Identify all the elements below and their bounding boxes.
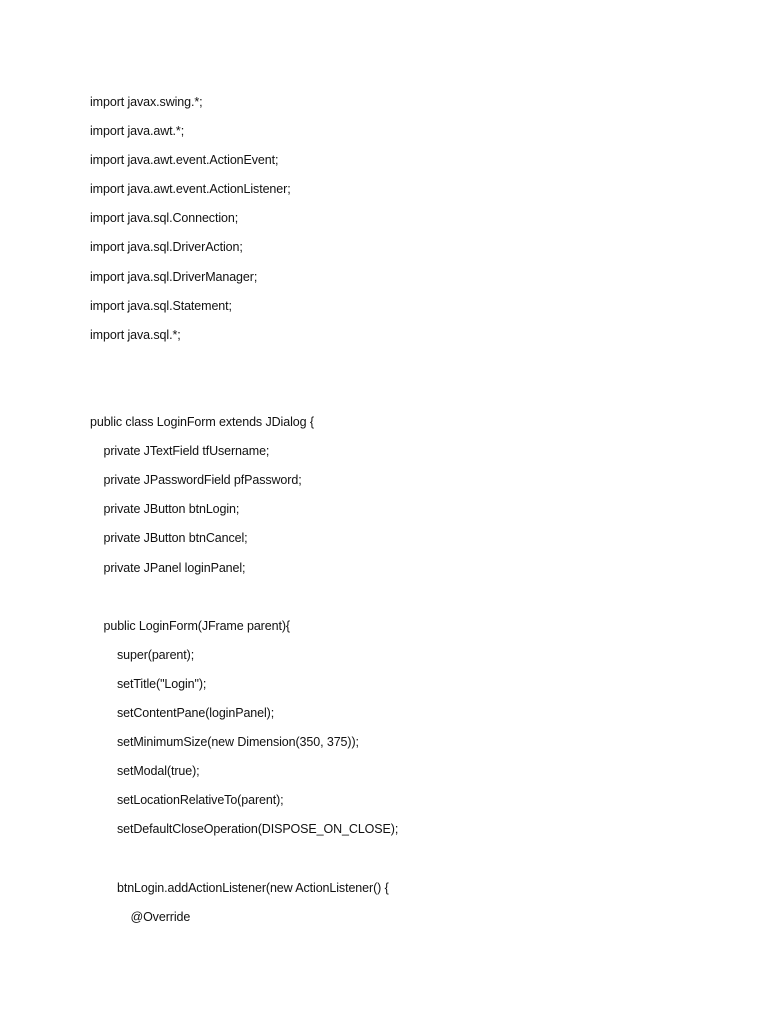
code-line: import java.awt.event.ActionListener; [90, 182, 291, 197]
code-line: public LoginForm(JFrame parent){ [90, 618, 290, 633]
blank-line [90, 354, 398, 383]
code-line: setContentPane(loginPanel); [90, 705, 275, 720]
code-line: import java.sql.Connection; [90, 211, 239, 226]
code-line: import java.sql.Statement; [90, 298, 232, 313]
blank-line [90, 383, 398, 412]
code-line: private JButton btnLogin; [90, 502, 240, 517]
code-line: private JPasswordField pfPassword; [90, 473, 302, 488]
code-line: import javax.swing.*; [90, 95, 203, 109]
code-line: import java.sql.*; [90, 327, 181, 342]
code-line: btnLogin.addActionListener(new ActionListener() { [90, 880, 389, 895]
code-listing [90, 92, 398, 936]
code-line: private JButton btnCancel; [90, 531, 248, 546]
code-line: @Override [90, 909, 191, 924]
code-line: import java.sql.DriverAction; [90, 240, 243, 255]
code-line: private JTextField tfUsername; [90, 444, 270, 459]
blank-line [90, 848, 398, 877]
code-line: setTitle("Login"); [90, 676, 207, 691]
code-line: setDefaultCloseOperation(DISPOSE_ON_CLOSE); [90, 822, 399, 837]
code-line: super(parent); [90, 647, 195, 662]
code-line: setMinimumSize(new Dimension(350, 375)); [90, 735, 359, 750]
blank-line [90, 587, 398, 616]
code-line: private JPanel loginPanel; [90, 560, 246, 575]
code-line: import java.sql.DriverManager; [90, 269, 258, 284]
code-line: setLocationRelativeTo(parent); [90, 793, 284, 808]
code-line: setModal(true); [90, 764, 200, 779]
code-line: public class LoginForm extends JDialog { [90, 415, 314, 430]
code-line: import java.awt.*; [90, 124, 185, 139]
code-line: import java.awt.event.ActionEvent; [90, 153, 279, 168]
